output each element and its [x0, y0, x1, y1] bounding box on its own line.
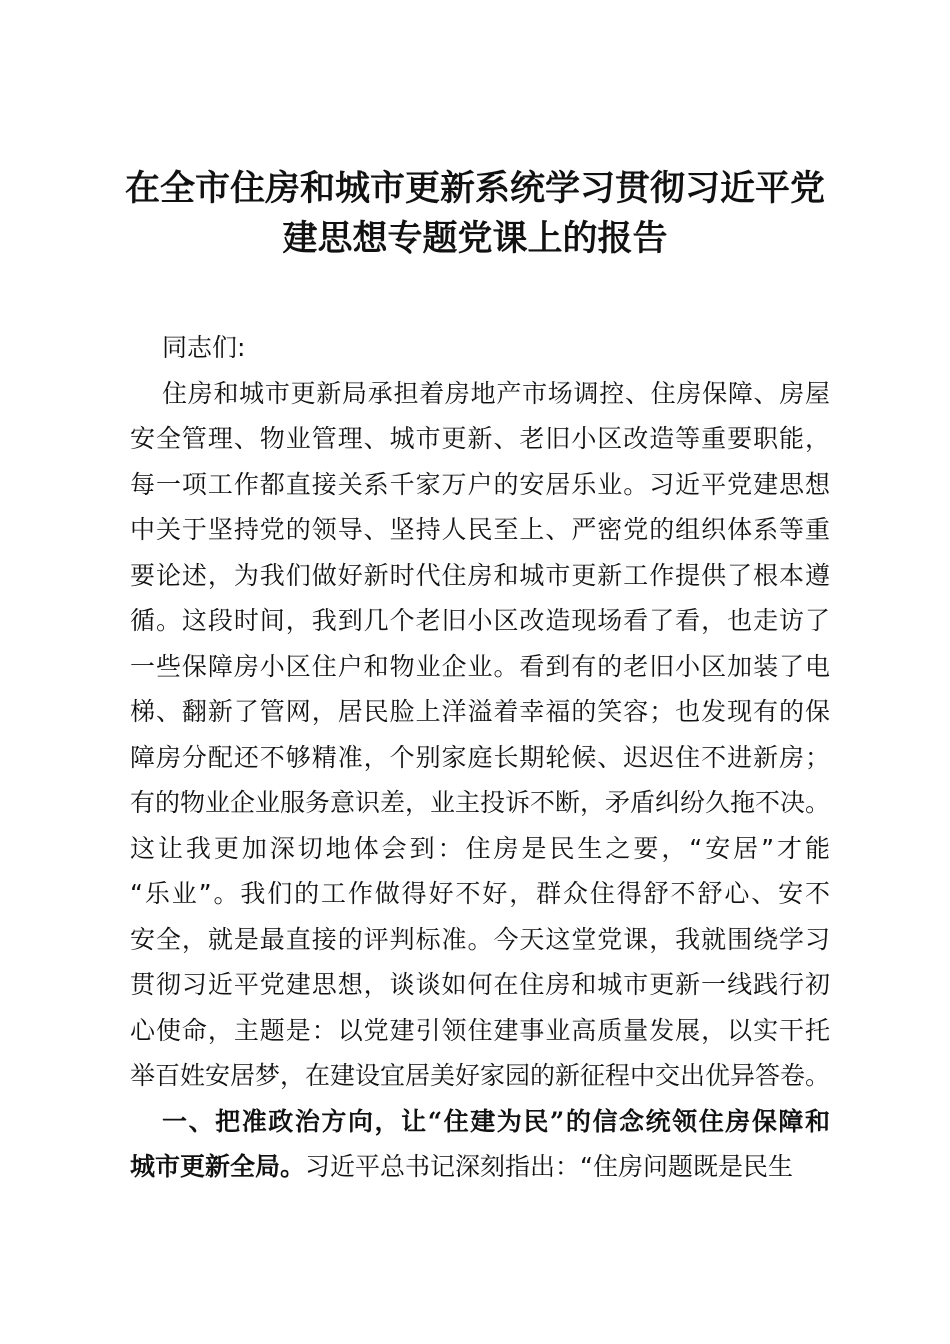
paragraph-line: 安全管理、物业管理、城市更新、老旧小区改造等重要职能， [130, 424, 830, 453]
paragraph-line: 举百姓安居梦，在建设宜居美好家园的新征程中交出优异答卷。 [130, 1061, 831, 1090]
paragraph-line: 障房分配还不够精准，个别家庭长期轮候、迟迟住不进新房； [130, 742, 830, 772]
paragraph-line: 有的物业企业服务意识差，业主投诉不断，矛盾纠纷久拖不决。 [130, 788, 831, 817]
section-1-line-2 [130, 1144, 830, 1190]
section-1 [130, 1099, 830, 1190]
paragraph-line: 要论述，为我们做好新时代住房和城市更新工作提供了根本遵 [130, 560, 830, 590]
section-1-text: 习近平总书记深刻指出：“住房问题既是民生 [305, 1152, 793, 1181]
paragraph-line: “乐业”。我们的工作做得好不好，群众住得舒不舒心、安不 [130, 879, 830, 908]
title-line-2: 建思想专题党课上的报告 [282, 218, 668, 259]
paragraph-intro [130, 371, 830, 1099]
paragraph-line: 一些保障房小区住户和物业企业。看到有的老旧小区加装了电 [130, 651, 830, 681]
paragraph-line: 循。这段时间，我到几个老旧小区改造现场看了看，也走访了 [130, 606, 830, 635]
paragraph-line: 这让我更加深切地体会到：住房是民生之要，“安居”才能 [130, 833, 830, 863]
paragraph-line: 中关于坚持党的领导、坚持人民至上、严密党的组织体系等重 [130, 515, 830, 544]
paragraph-line: 住房和城市更新局承担着房地产市场调控、住房保障、房屋 [162, 378, 830, 408]
document-body [130, 325, 830, 1190]
paragraph-line: 每一项工作都直接关系千家万户的安居乐业。习近平党建思想 [130, 469, 830, 499]
paragraph-line: 心使命，主题是：以党建引领住建事业高质量发展，以实干托 [130, 1015, 830, 1045]
salutation: 同志们: [162, 333, 246, 362]
document-title [60, 164, 890, 264]
paragraph-line: 贯彻习近平党建思想，谈谈如何在住房和城市更新一线践行初 [130, 970, 830, 999]
paragraph-line: 安全，就是最直接的评判标准。今天这堂党课，我就围绕学习 [130, 924, 830, 954]
title-line-1: 在全市住房和城市更新系统学习贯彻习近平党 [124, 168, 825, 209]
section-1-heading: 一、把准政治方向，让“住建为民”的信念统领住房保障和 [162, 1106, 830, 1136]
section-1-heading-end: 城市更新全局。 [130, 1152, 306, 1181]
paragraph-line: 梯、翻新了管网，居民脸上洋溢着幸福的笑容；也发现有的保 [130, 697, 830, 726]
